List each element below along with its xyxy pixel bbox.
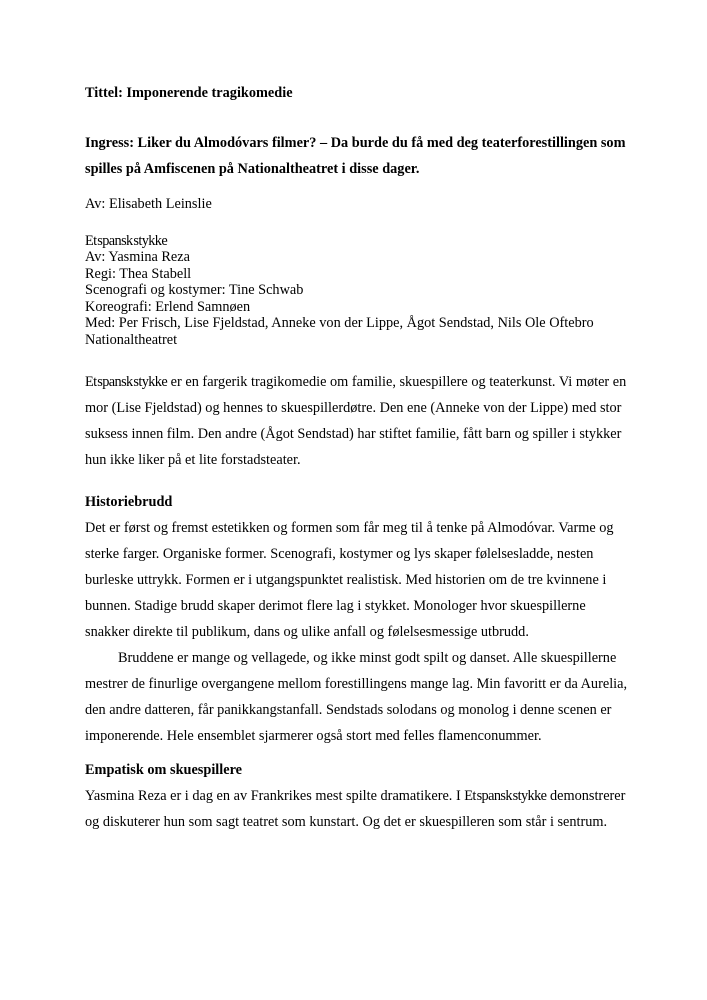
credit-author: Av: Yasmina Reza — [85, 249, 190, 265]
credit-director: Regi: Thea Stabell — [85, 265, 192, 282]
play-title-inline: Et spansk stykke — [85, 374, 168, 390]
credit-choreography: Koreografi: Erlend Samnøen — [85, 298, 251, 315]
paragraph-historiebrudd-2: Bruddene er mange og vellagede, og ikke minst godt spilt og danset. Alle skuespillerne mestrer de finurlige overgangene mellom forestillingens mange lag. Min favoritt er da Aurelia, den andre datteren, får panikkangstanfall. Sendstads solodans og monolog i denne scenen er imponerende. Hele ensemblet sjarmerer også stort med felles flamenconummer. — [85, 650, 628, 744]
section-heading-historiebrudd: Historiebrudd — [85, 494, 173, 510]
credit-play-title: Et spansk stykke — [85, 232, 168, 249]
paragraph-historiebrudd-1: Det er først og fremst estetikken og formen som får meg til å tenke på Almodóvar. Varme og sterke farger. Organiske former. Scenografi, kostymer og lys skaper følelsesladde, nesten burleske uttrykk. Formen er i utgangspunktet realistisk. Med historien om de tre kvinnene i bunnen. Stadige brudd skaper derimot flere lag i stykket. Monologer hvor skuespillerne snakker direkte til publikum, dans og ulike anfall og følelsesmessige utbrudd. — [85, 520, 614, 640]
credit-cast: Med: Per Frisch, Lise Fjeldstad, Anneke von der Lippe, Ågot Sendstad, Nils Ole Oftebro — [85, 315, 594, 331]
credit-scenography: Scenografi og kostymer: Tine Schwab — [85, 282, 304, 298]
play-title-inline: Et spansk stykke — [464, 788, 547, 804]
empatisk-text-before: Yasmina Reza er i dag en av Frankrikes mest spilte dramatikere. I — [85, 788, 465, 804]
empatisk-text-after: demonstrerer og diskuterer hun som sagt teatret som kunstart. Og det er skuespilleren som står i sentrum. — [85, 788, 626, 830]
ingress-paragraph: Ingress: Liker du Almodóvars filmer? – Da burde du få med deg teaterforestillingen som spilles på Amfiscenen på Nationaltheatret i disse dager. — [85, 135, 626, 177]
document-title: Tittel: Imponerende tragikomedie — [85, 85, 293, 101]
credit-theatre: Nationaltheatret — [85, 331, 178, 348]
intro-paragraph — [85, 369, 629, 473]
byline: Av: Elisabeth Leinslie — [85, 196, 212, 212]
paragraph-empatisk — [85, 783, 629, 835]
intro-paragraph-text: er en fargerik tragikomedie om familie, skuespillere og teaterkunst. Vi møter en mor (Lise Fjeldstad) og hennes to skuespillerdøtre. Den ene (Anneke von der Lippe) med stor suksess innen film. Den andre (Ågot Sendstad) har stiftet familie, fått barn og spiller i stykker hun ikke liker på et lite forstadsteater. — [85, 374, 627, 468]
section-heading-empatisk: Empatisk om skuespillere — [85, 762, 243, 778]
credits-block — [85, 233, 629, 349]
